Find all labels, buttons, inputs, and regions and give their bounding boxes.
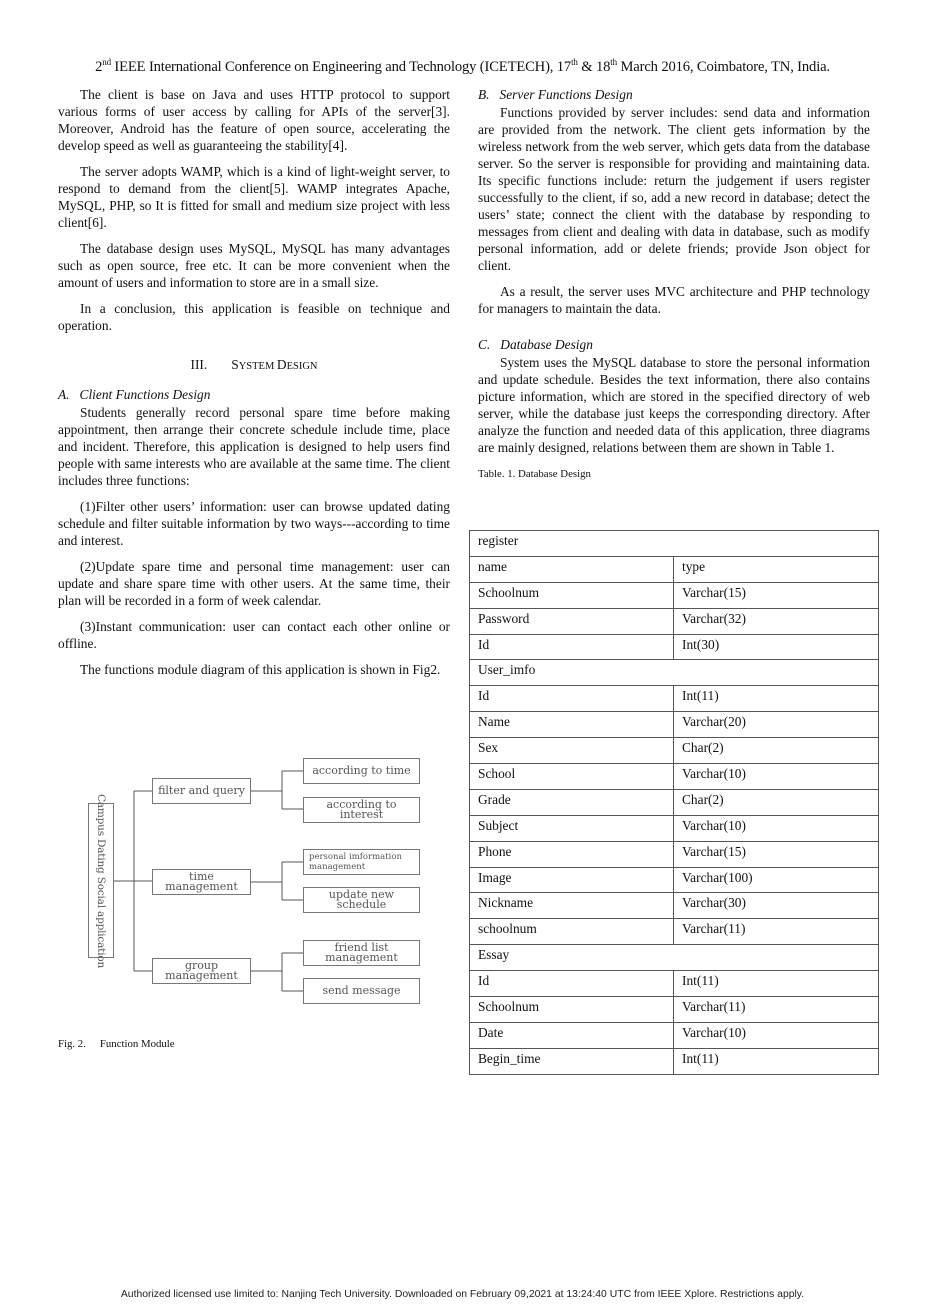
table-cell-type: Varchar(10) bbox=[674, 764, 879, 790]
table-cell-type: Varchar(10) bbox=[674, 815, 879, 841]
subsection-heading-server-functions bbox=[478, 86, 870, 103]
table-cell-name: Date bbox=[470, 1022, 674, 1048]
table-group-register: register bbox=[470, 531, 879, 557]
table-cell-name: Grade bbox=[470, 789, 674, 815]
paragraph-mvc: As a result, the server uses MVC architecture and PHP technology for managers to maintain the data. bbox=[478, 284, 870, 316]
database-design-table bbox=[469, 530, 879, 1075]
table-row bbox=[470, 582, 879, 608]
table-cell-name: School bbox=[470, 764, 674, 790]
table-row bbox=[470, 841, 879, 867]
table-caption: Table. 1. Database Design bbox=[478, 468, 591, 480]
table-cell-type: Varchar(15) bbox=[674, 582, 879, 608]
table-cell-type: Varchar(32) bbox=[674, 608, 879, 634]
header-sup: nd bbox=[102, 57, 111, 67]
table-row bbox=[470, 997, 879, 1023]
subsection-letter: B. bbox=[478, 87, 490, 102]
table-cell-type: Varchar(20) bbox=[674, 712, 879, 738]
diagram-connectors bbox=[86, 755, 426, 1010]
table-cell-name: Nickname bbox=[470, 893, 674, 919]
figure-caption bbox=[58, 1038, 175, 1050]
table-cell-type: Int(11) bbox=[674, 686, 879, 712]
table-row-group-header bbox=[470, 945, 879, 971]
subsection-title: Server Functions Design bbox=[499, 87, 633, 102]
table-row bbox=[470, 712, 879, 738]
table-cell-type: Varchar(11) bbox=[674, 997, 879, 1023]
table-cell-type: Varchar(100) bbox=[674, 867, 879, 893]
table-cell-type: Int(11) bbox=[674, 971, 879, 997]
table-row-group-header bbox=[470, 531, 879, 557]
header-sup: th bbox=[610, 57, 617, 67]
section-title-part: YSTEM bbox=[238, 361, 277, 372]
paragraph-conclusion: In a conclusion, this application is feasible on technique and operation. bbox=[58, 301, 450, 333]
right-column bbox=[478, 86, 870, 490]
function-module-diagram bbox=[86, 755, 426, 1010]
paragraph-fig2-ref: The functions module diagram of this application is shown in Fig2. bbox=[80, 662, 441, 677]
diagram-node-friend-list-management: friend list management bbox=[303, 940, 420, 966]
diagram-node-filter-and-query: filter and query bbox=[152, 778, 251, 804]
table-row bbox=[470, 634, 879, 660]
table-cell-type: Char(2) bbox=[674, 738, 879, 764]
table-cell-type: Varchar(30) bbox=[674, 893, 879, 919]
table-cell-type: type bbox=[674, 556, 879, 582]
table-cell-name: Image bbox=[470, 867, 674, 893]
left-column bbox=[58, 86, 450, 687]
subsection-letter: A. bbox=[58, 387, 70, 402]
paragraph-server-wamp: The server adopts WAMP, which is a kind of light-weight server, to respond to demand from the client[5]. WAMP integrates Apache, MySQL, PHP, so It is fitted for small and medium size project with less client[6]. bbox=[58, 164, 450, 230]
table-cell-name: Id bbox=[470, 686, 674, 712]
paragraph-database-mysql: The database design uses MySQL, MySQL has many advantages such as open source, free etc. It can be more convenient when the amount of users and information to store are in a small size. bbox=[58, 241, 450, 290]
table-group-essay: Essay bbox=[470, 945, 879, 971]
table-group-user-imfo: User_imfo bbox=[470, 660, 879, 686]
table-cell-name: Phone bbox=[470, 841, 674, 867]
paragraph-database-design: System uses the MySQL database to store the personal information and update schedule. Besides the text information, there also contains picture information, which are stored in the specified directory of web server, while the database just keeps the corresponding directory. After analyze the function and needed data of this application, three diagrams are mainly designed, relations between them are shown in Table 1. bbox=[478, 355, 870, 455]
table-cell-name: Id bbox=[470, 971, 674, 997]
table-cell-name: schoolnum bbox=[470, 919, 674, 945]
diagram-node-according-to-time: according to time bbox=[303, 758, 420, 784]
table-cell-name: Password bbox=[470, 608, 674, 634]
table-row bbox=[470, 919, 879, 945]
subsection-title: Database Design bbox=[500, 337, 593, 352]
table-row bbox=[470, 686, 879, 712]
paragraph-function-1: (1)Filter other users’ information: user can browse updated dating schedule and filter suitable information by two ways---according to time and interest. bbox=[58, 499, 450, 548]
diagram-node-update-new-schedule: update new schedule bbox=[303, 887, 420, 913]
table-row bbox=[470, 815, 879, 841]
table-cell-type: Varchar(11) bbox=[674, 919, 879, 945]
table-cell-name: name bbox=[470, 556, 674, 582]
table-row bbox=[470, 608, 879, 634]
table-row bbox=[470, 1048, 879, 1074]
paragraph-client-java: The client is base on Java and uses HTTP protocol to support various forms of user access by calling for APIs of the server[3]. Moreover, Android has the feature of open source, accelerating the develop speed as well as guaranteeing the stability[4]. bbox=[58, 87, 450, 153]
diagram-node-personal-information-management: personal imformation management bbox=[303, 849, 420, 875]
table-row bbox=[470, 789, 879, 815]
paragraph-students: Students generally record personal spare time before making appointment, then arrange their concrete schedule include time, place and incident. Therefore, this application is designed to help users find people with same interests who are available at the same time. The client includes three functions: bbox=[58, 405, 450, 488]
diagram-node-group-management: group management bbox=[152, 958, 251, 984]
section-title-part: S bbox=[231, 357, 239, 372]
table-cell-name: Begin_time bbox=[470, 1048, 674, 1074]
table-cell-name: Id bbox=[470, 634, 674, 660]
header-text: & 18 bbox=[577, 58, 611, 75]
table-row bbox=[470, 1022, 879, 1048]
header-text: IEEE International Conference on Engineering and Technology (ICETECH), 17 bbox=[110, 58, 572, 75]
figure-caption-number: Fig. 2. bbox=[58, 1038, 86, 1050]
table-row bbox=[470, 893, 879, 919]
subsection-letter: C. bbox=[478, 337, 491, 352]
table-row bbox=[470, 556, 879, 582]
subsection-title: Client Functions Design bbox=[79, 387, 211, 402]
diagram-node-time-management: time management bbox=[152, 869, 251, 895]
table-cell-type: Varchar(10) bbox=[674, 1022, 879, 1048]
table-cell-type: Int(11) bbox=[674, 1048, 879, 1074]
paragraph-server-functions: Functions provided by server includes: send data and information are provided from the network. The client gets information by the wireless network from the web server, which gets data from the database server. So the server is responsible for providing and maintaining data. Its specific functions include: return the judgement if users register successfully to the client, if so, add a new record in database; detect the users’ state; connect the client with the database by responding to messages from client and dealing with data in database, such as modify personal information, add or delete friends; provide Json object for client. bbox=[478, 105, 870, 273]
section-heading-system-design bbox=[58, 356, 450, 375]
subsection-heading-database-design bbox=[478, 336, 870, 353]
table-cell-type: Varchar(15) bbox=[674, 841, 879, 867]
diagram-root-box bbox=[88, 793, 114, 968]
section-title-part: D bbox=[276, 357, 287, 372]
table-cell-name: Subject bbox=[470, 815, 674, 841]
table-cell-type: Char(2) bbox=[674, 789, 879, 815]
table-row bbox=[470, 971, 879, 997]
table-row bbox=[470, 764, 879, 790]
table-row-group-header bbox=[470, 660, 879, 686]
section-title-part: ESIGN bbox=[286, 361, 318, 372]
paragraph-function-3: (3)Instant communication: user can contact each other online or offline. bbox=[58, 619, 450, 651]
table-cell-name: Sex bbox=[470, 738, 674, 764]
header-text: March 2016, Coimbatore, TN, India. bbox=[616, 58, 830, 75]
license-footer: Authorized licensed use limited to: Nanjing Tech University. Downloaded on February 09,2021 at 13:24:40 UTC from IEEE Xplore. Restrictions apply. bbox=[120, 1289, 805, 1300]
table-row bbox=[470, 738, 879, 764]
paragraph-function-2: (2)Update spare time and personal time management: user can update and share spare time with other users. At the same time, their plan will be recorded in a form of week calendar. bbox=[58, 559, 450, 608]
table-cell-name: Name bbox=[470, 712, 674, 738]
table-cell-name: Schoolnum bbox=[470, 582, 674, 608]
diagram-node-according-to-interest: according to interest bbox=[303, 797, 420, 823]
figure-caption-text: Function Module bbox=[99, 1038, 175, 1050]
diagram-root-label: Campus Dating Social application bbox=[95, 793, 107, 968]
section-number: III. bbox=[190, 357, 208, 372]
header-text: 2 bbox=[95, 58, 103, 75]
subsection-heading-client-functions bbox=[58, 386, 450, 403]
header-sup: th bbox=[571, 57, 578, 67]
table-cell-name: Schoolnum bbox=[470, 997, 674, 1023]
diagram-node-send-message: send message bbox=[303, 978, 420, 1004]
table-cell-type: Int(30) bbox=[674, 634, 879, 660]
table-row bbox=[470, 867, 879, 893]
conference-header bbox=[0, 57, 925, 76]
